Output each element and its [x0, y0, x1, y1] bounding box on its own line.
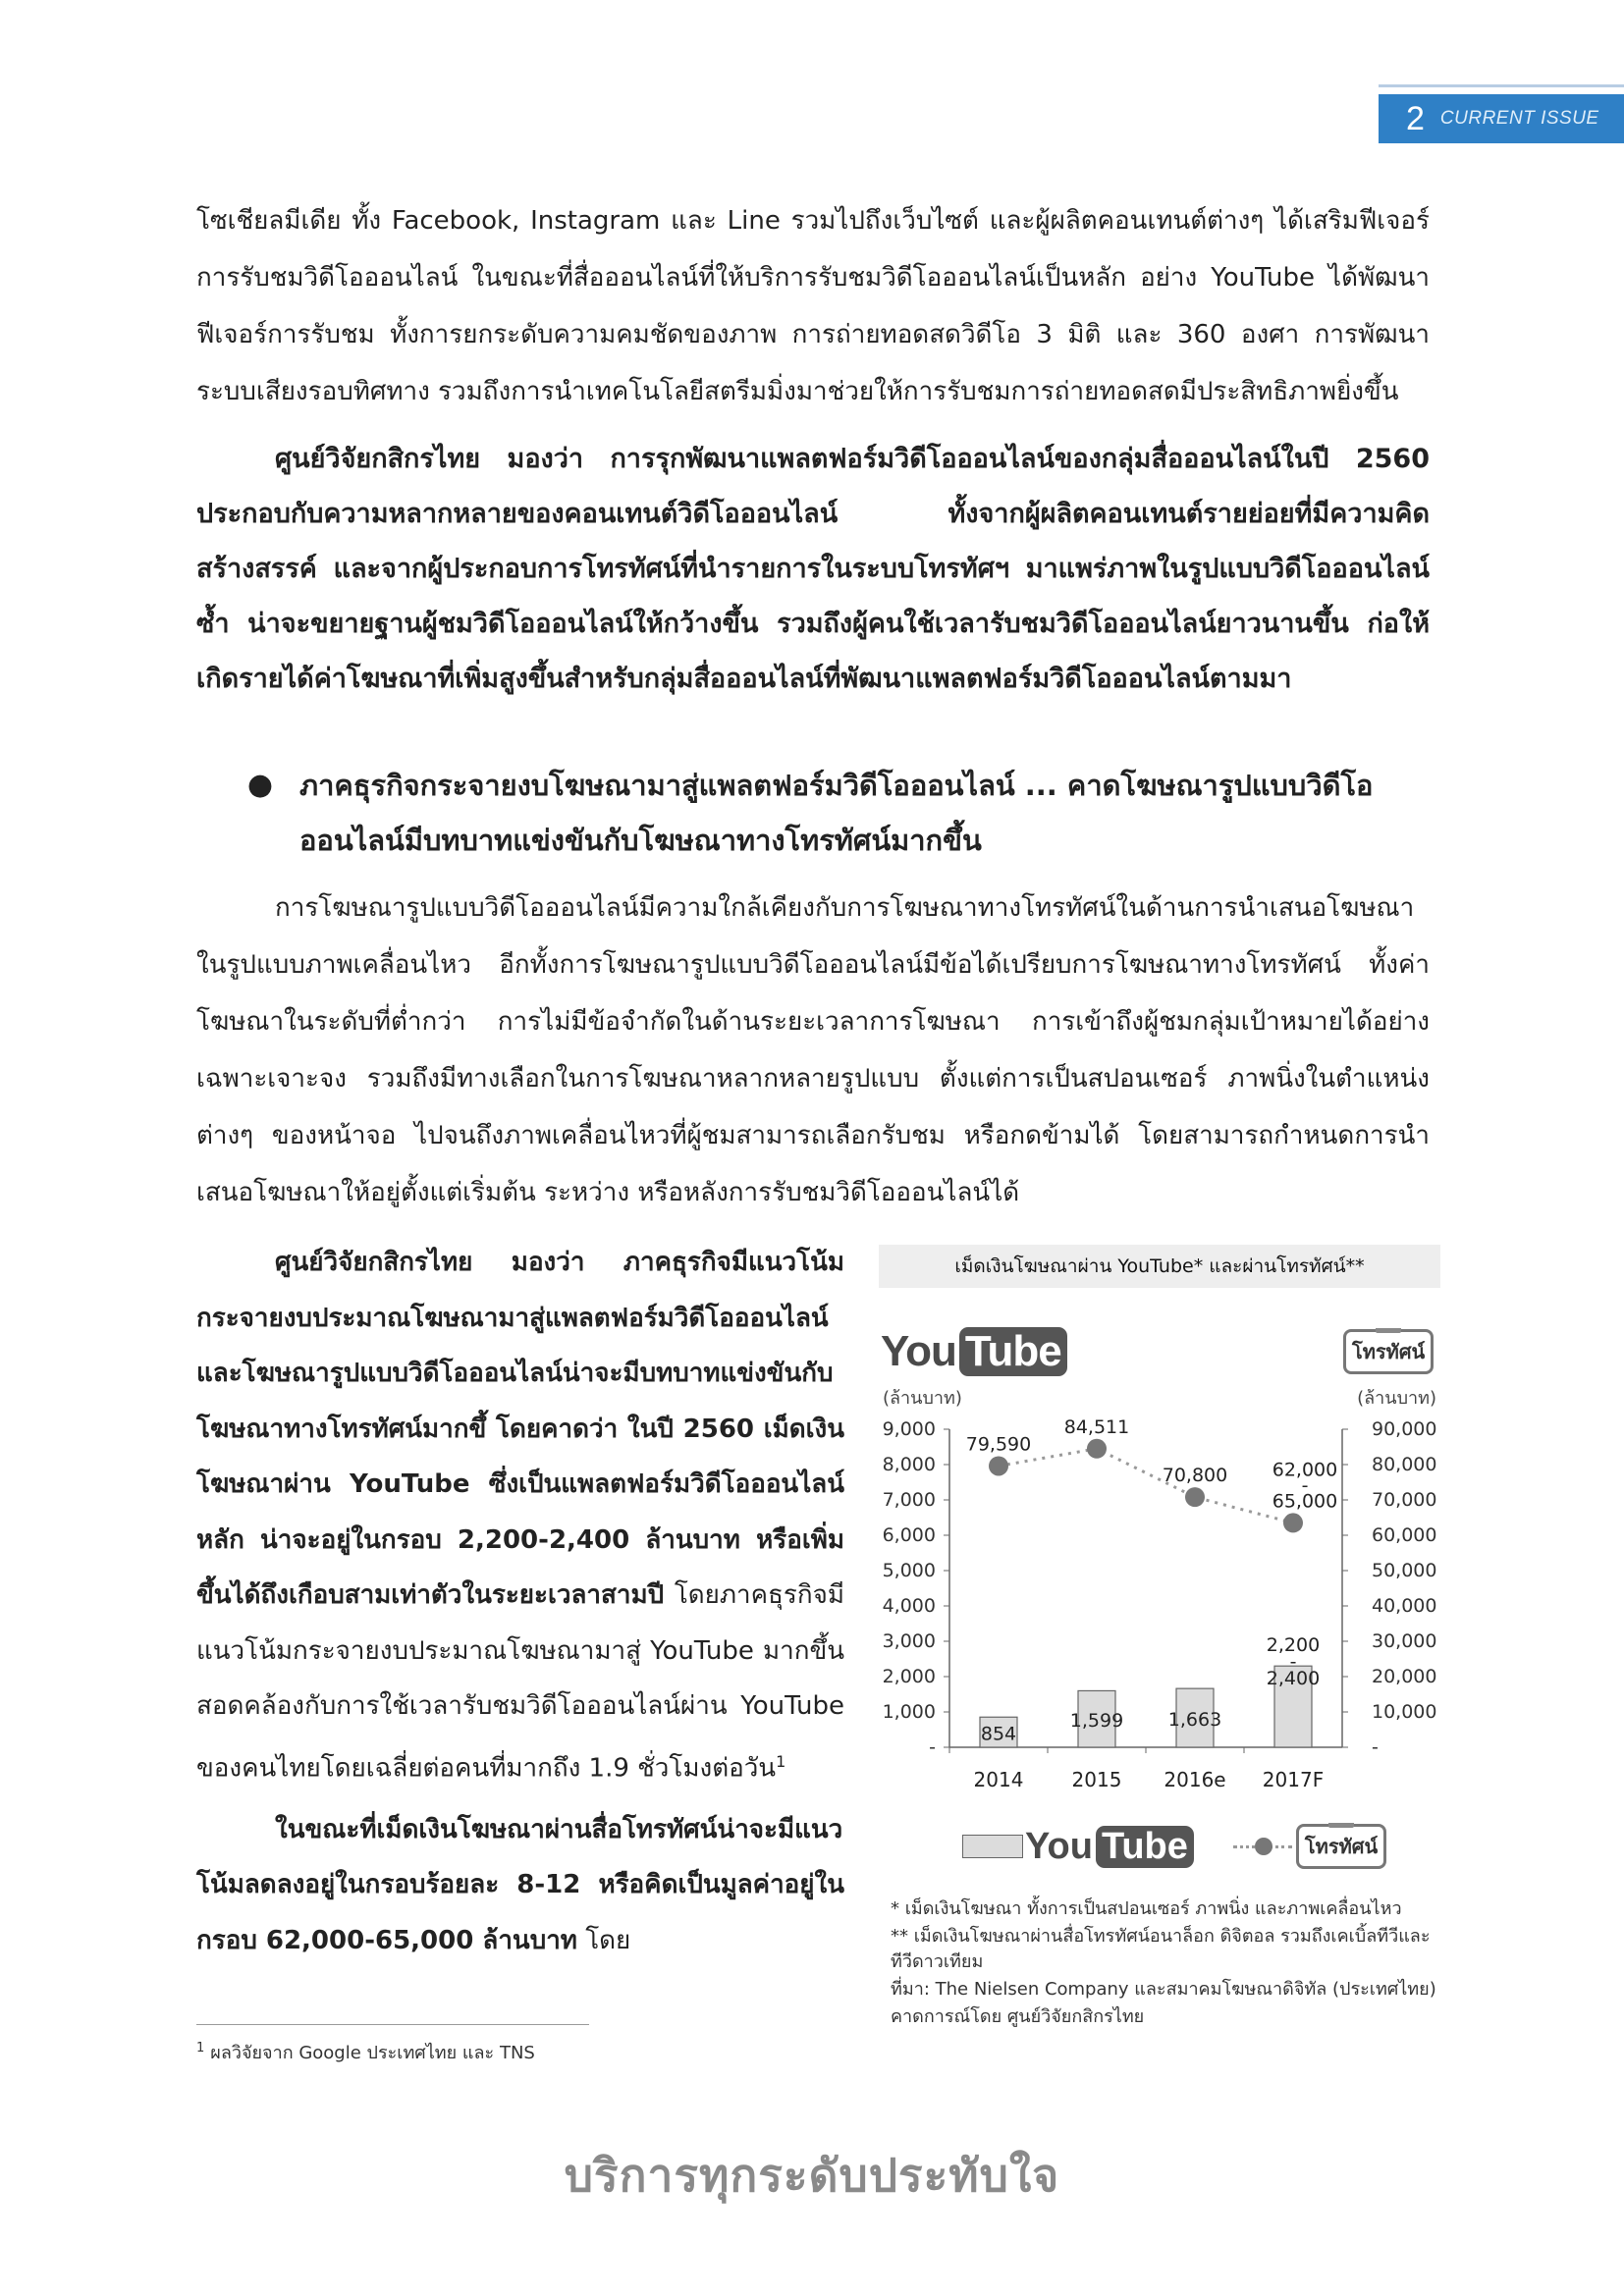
- tv-legend-label: โทรทัศน์: [1304, 1835, 1379, 1858]
- paragraph-4: [196, 1235, 844, 1796]
- youtube-bar-label: [1070, 1710, 1123, 1732]
- right-tick-label: 30,000: [1372, 1630, 1437, 1652]
- tv-label: โทรทัศน์: [1352, 1340, 1426, 1363]
- bullet-icon: ●: [246, 768, 274, 802]
- paragraph-5: [196, 1802, 844, 1969]
- right-tick-label: 90,000: [1372, 1418, 1437, 1440]
- right-tick-label: 10,000: [1372, 1701, 1437, 1723]
- tv-icon: [1296, 1824, 1386, 1869]
- left-tick-label: 4,000: [882, 1595, 936, 1617]
- youtube-logo-icon: [1025, 1826, 1194, 1868]
- paragraph-5-bold: ในขณะที่เม็ดเงินโฆษณาผ่านสื่อโทรทัศน์น่าจะมีแนวโน้มลดลงอยู่ในกรอบร้อยละ 8-12 หรือคิดเป็นมูลค่าอยู่ในกรอบ 62,000-65,000 ล้านบาท: [196, 1814, 844, 1955]
- right-tick-label: 50,000: [1372, 1560, 1437, 1581]
- right-tick-label: 20,000: [1372, 1666, 1437, 1687]
- label-line: 1,663: [1167, 1709, 1222, 1732]
- issue-tab: [1379, 94, 1624, 143]
- paragraph-3-text: การโฆษณารูปแบบวิดีโอออนไลน์มีความใกล้เคียงกับการโฆษณาทางโทรทัศน์ในด้านการนำเสนอโฆษณาในรูปแบบภาพเคลื่อนไหว อีกทั้งการโฆษณารูปแบบวิดีโอออนไลน์มีข้อได้เปรียบการโฆษณาทางโทรทัศน์ ทั้งค่าโฆษณาในระดับที่ต่ำกว่า การไม่มีข้อจำกัดในด้านระยะเวลาการโฆษณา การเข้าถึงผู้ชมกลุ่มเป้าหมายได้อย่างเฉพาะเจาะจง รวมถึงมีทางเลือกในการโฆษณาหลากหลายรูปแบบ ตั้งแต่การเป็นสปอนเซอร์ ภาพนิ่งในตำแหน่งต่างๆ ของหน้าจอ ไปจนถึงภาพเคลื่อนไหวที่ผู้ชมสามารถเลือกรับชม หรือกดข้ามได้ โดยสามารถกำหนดการนำเสนอโฆษณาให้อยู่ตั้งแต่เริ่มต้น ระหว่าง หรือหลังการรับชมวิดีโอออนไลน์ได้: [196, 893, 1430, 1207]
- youtube-bar-label: [1267, 1634, 1320, 1689]
- left-tick-label: 6,000: [882, 1524, 936, 1546]
- paragraph-1-text: โซเชียลมีเดีย ทั้ง Facebook, Instagram และ Line รวมไปถึงเว็บไซต์ และผู้ผลิตคอนเทนต์ต่างๆ ได้เสริมฟีเจอร์การรับชมวิดีโอออนไลน์ ในขณะที่สื่อออนไลน์ที่ให้บริการรับชมวิดีโอออนไลน์เป็นหลัก อย่าง YouTube ได้พัฒนาฟีเจอร์การรับชม ทั้งการยกระดับความคมชัดของภาพ การถ่ายทอดสดวิดีโอ 3 มิติ และ 360 องศา การพัฒนาระบบเสียงรอบทิศทาง รวมถึงการนำเทคโนโลยีสตรีมมิ่งมาช่วยให้การรับชมการถ่ายทอดสดมีประสิทธิภาพยิ่งขึ้น: [196, 206, 1430, 406]
- label-line: -: [1301, 1474, 1309, 1497]
- tv-point: [1283, 1513, 1303, 1532]
- left-tick-label: 5,000: [882, 1560, 936, 1581]
- label-line: 1,599: [1069, 1710, 1124, 1733]
- label-line: -: [1289, 1651, 1297, 1674]
- tv-point: [1087, 1439, 1107, 1459]
- ad-spend-chart: [879, 1245, 1440, 2050]
- paragraph-1: [196, 192, 1430, 420]
- label-line: 2,400: [1266, 1668, 1321, 1690]
- chart-note-1: * เม็ดเงินโฆษณา ทั้งการเป็นสปอนเซอร์ ภาพนิ่ง และภาพเคลื่อนไหว: [891, 1898, 1402, 1919]
- x-tick-label: 2015: [1071, 1768, 1122, 1791]
- youtube-logo-tube: Tube: [1096, 1826, 1194, 1868]
- paragraph-2-text: ศูนย์วิจัยกสิกรไทย มองว่า การรุกพัฒนาแพลตฟอร์มวิดีโอออนไลน์ของกลุ่มสื่อออนไลน์ในปี 2560 ประกอบกับความหลากหลายของคอนเทนต์วิดีโอออนไลน์ ทั้งจากผู้ผลิตคอนเทนต์รายย่อยที่มีความคิดสร้างสรรค์ และจากผู้ประกอบการโทรทัศน์ที่นำรายการในระบบโทรทัศฯ มาแพร่ภาพในรูปแบบวิดีโอออนไลน์ซ้ำ น่าจะขยายฐานผู้ชมวิดีโอออนไลน์ให้กว้างขึ้น รวมถึงผู้คนใช้เวลารับชมวิดีโอออนไลน์ยาวนานขึ้น ก่อให้เกิดรายได้ค่าโฆษณาที่เพิ่มสูงขึ้นสำหรับกลุ่มสื่อออนไลน์ที่พัฒนาแพลตฟอร์มวิดีโอออนไลน์ตามมา: [196, 444, 1430, 694]
- legend-bar-swatch: [962, 1835, 1023, 1858]
- paragraph-4-normal: โดยภาคธุรกิจมีแนวโน้มกระจายงบประมาณโฆษณามาสู่ YouTube มากขึ้น สอดคล้องกับการใช้เวลารับชมวิดีโอออนไลน์ผ่าน YouTube ของคนไทยโดยเฉลี่ยต่อคนที่มากถึง 1.9 ชั่วโมงต่อวัน: [196, 1580, 844, 1784]
- paragraph-2: [196, 432, 1430, 707]
- right-tick-label: 60,000: [1372, 1524, 1437, 1546]
- left-tick-label: 1,000: [882, 1701, 936, 1723]
- tv-icon: [1343, 1329, 1434, 1374]
- label-line: 79,590: [965, 1433, 1032, 1456]
- section-label: CURRENT ISSUE: [1439, 108, 1599, 129]
- paragraph-3: [196, 880, 1430, 1221]
- left-axis-unit: (ล้านบาท): [883, 1388, 962, 1409]
- youtube-logo-you: You: [881, 1327, 956, 1375]
- label-line: 84,511: [1063, 1415, 1130, 1438]
- right-tick-label: 40,000: [1372, 1595, 1437, 1617]
- tv-point-label: [966, 1433, 1031, 1455]
- youtube-bar-label: [981, 1724, 1016, 1745]
- x-tick-label: 2014: [973, 1768, 1024, 1791]
- footnote-number: 1: [196, 2041, 205, 2056]
- tv-point: [989, 1456, 1008, 1475]
- bullet-heading: [196, 758, 1430, 868]
- label-line: 70,800: [1162, 1465, 1228, 1487]
- bar-series: [980, 1666, 1312, 1747]
- footnote-ref: 1: [776, 1751, 786, 1771]
- footnote-rule: [196, 2024, 589, 2025]
- left-tick-label: 9,000: [882, 1418, 936, 1440]
- footnote: [196, 2038, 535, 2066]
- x-tick-label: 2017F: [1262, 1768, 1325, 1791]
- tv-line-path: [999, 1449, 1293, 1523]
- paragraph-5-normal: โดย: [576, 1925, 631, 1955]
- page-number: 2: [1406, 99, 1425, 137]
- left-tick-label: 3,000: [882, 1630, 936, 1652]
- chart-forecast-note: คาดการณ์โดย ศูนย์วิจัยกสิกรไทย: [891, 2006, 1145, 2027]
- bullet-text: ภาคธุรกิจกระจายงบโฆษณามาสู่แพลตฟอร์มวิดีโอออนไลน์ ... คาดโฆษณารูปแบบวิดีโอออนไลน์มีบทบาทแข่งขันกับโฆษณาทางโทรทัศน์มากขึ้น: [299, 769, 1374, 857]
- footnote-text: ผลวิจัยจาก Google ประเทศไทย และ TNS: [210, 2043, 535, 2063]
- label-line: 2,200: [1266, 1634, 1321, 1657]
- right-tick-label: 70,000: [1372, 1489, 1437, 1511]
- x-tick-label: 2016e: [1164, 1768, 1226, 1791]
- right-tick-label: 80,000: [1372, 1454, 1437, 1475]
- line-series: [989, 1439, 1303, 1533]
- chart-plot: [879, 1382, 1440, 1814]
- youtube-logo-tube: Tube: [959, 1327, 1067, 1376]
- youtube-logo-you: You: [1025, 1825, 1093, 1867]
- paragraph-4-bold: ศูนย์วิจัยกสิกรไทย มองว่า ภาคธุรกิจมีแนวโน้มกระจายงบประมาณโฆษณามาสู่แพลตฟอร์มวิดีโอออนไลน์ และโฆษณารูปแบบวิดีโอออนไลน์น่าจะมีบทบาทแข่งขันกับโฆษณาทางโทรทัศน์มากขึ้ โดยคาดว่า ในปี 2560 เม็ดเงินโฆษณาผ่าน YouTube ซึ่งเป็นแพลตฟอร์มวิดีโอออนไลน์หลัก น่าจะอยู่ในกรอบ 2,200-2,400 ล้านบาท หรือเพิ่มขึ้นได้ถึงเกือบสามเท่าตัวในระยะเวลาสามปี: [196, 1248, 844, 1610]
- left-tick-label: -: [929, 1736, 936, 1758]
- chart-title: เม็ดเงินโฆษณาผ่าน YouTube* และผ่านโทรทัศน์**: [879, 1245, 1440, 1288]
- tv-point-label: [1272, 1459, 1337, 1512]
- axes: [882, 1415, 1437, 1791]
- left-tick-label: 8,000: [882, 1454, 936, 1475]
- chart-legend: [962, 1824, 1386, 1869]
- right-axis-unit: (ล้านบาท): [1357, 1388, 1436, 1409]
- header-rule: [1379, 84, 1624, 87]
- label-line: 62,000: [1272, 1459, 1338, 1481]
- chart-source: ที่มา: The Nielsen Company และสมาคมโฆษณาดิจิทัล (ประเทศไทย): [891, 1979, 1436, 2000]
- right-tick-label: -: [1372, 1736, 1379, 1758]
- legend-line-swatch: [1233, 1845, 1292, 1848]
- chart-note-2: ** เม็ดเงินโฆษณาผ่านสื่อโทรทัศน์อนาล็อก ดิจิตอล รวมถึงเคเบิ้ลทีวีและทีวีดาวเทียม: [891, 1926, 1431, 1972]
- left-tick-label: 7,000: [882, 1489, 936, 1511]
- left-tick-label: 2,000: [882, 1666, 936, 1687]
- youtube-logo-icon: [881, 1327, 1067, 1376]
- left-column: [196, 1235, 844, 1968]
- youtube-bar-label: [1168, 1709, 1221, 1731]
- tv-point-label: [1163, 1465, 1227, 1486]
- label-line: 65,000: [1272, 1490, 1338, 1513]
- footer-slogan: บริการทุกระดับประทับใจ: [564, 2149, 1060, 2202]
- tv-point-label: [1064, 1416, 1129, 1438]
- label-line: 854: [980, 1723, 1017, 1745]
- tv-point: [1185, 1487, 1205, 1507]
